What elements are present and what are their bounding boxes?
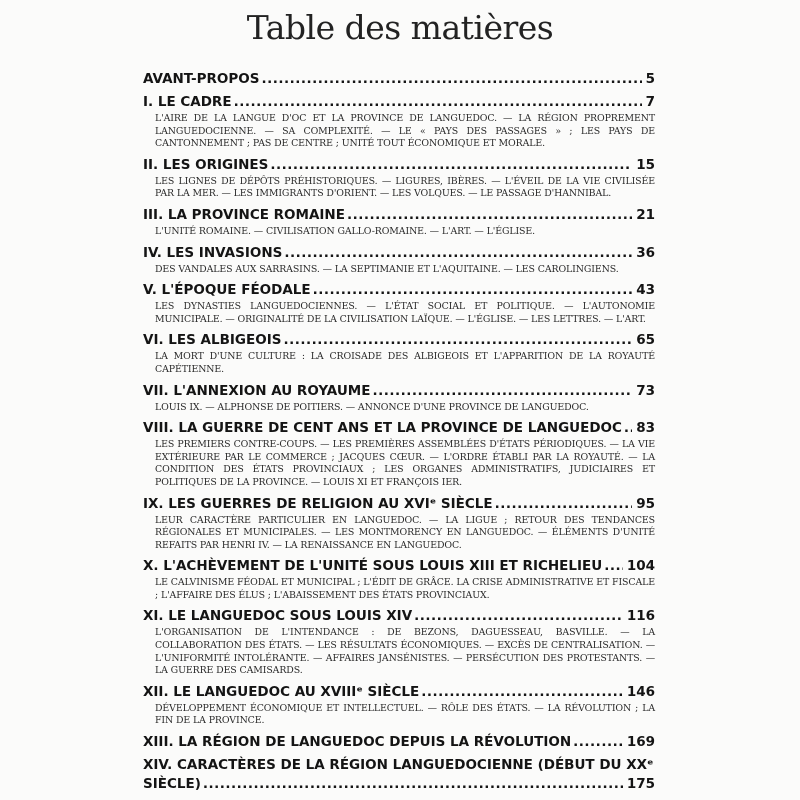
dot-leader <box>313 281 633 300</box>
entry-summary: DÉVELOPPEMENT ÉCONOMIQUE ET INTELLECTUEL. — RÔLE DES ÉTATS. — LA RÉVOLUTION ; LA FIN DE LA PROVINCE. <box>155 702 655 727</box>
page-number: 5 <box>645 71 655 87</box>
dot-leader <box>284 244 632 263</box>
toc-entry-5 <box>143 281 655 326</box>
dot-leader <box>270 156 632 175</box>
entry-title: IX. LES GUERRES DE RELIGION AU XVIᵉ SIÈCLE <box>143 495 493 512</box>
toc-entry-14 <box>143 756 655 794</box>
entry-summary: DES VANDALES AUX SARRASINS. — LA SEPTIMANIE ET L'AQUITAINE. — LES CAROLINGIENS. <box>155 263 619 275</box>
entry-summary: LES LIGNES DE DÉPÔTS PRÉHISTORIQUES. — LIGURES, IBÈRES. — L'ÉVEIL DE LA VIE CIVILISÉE PAR LA MER. — LES IMMIGRANTS D'ORIENT. — LES VOLQUES. — LE PASSAGE D'HANNIBAL. <box>155 175 655 200</box>
page-number: 104 <box>626 558 655 575</box>
entry-title: VIII. LA GUERRE DE CENT ANS ET LA PROVINCE DE LANGUEDOC <box>143 420 622 437</box>
dot-leader <box>624 419 632 438</box>
entry-title: II. LES ORIGINES <box>143 156 269 173</box>
entry-summary: LES PREMIERS CONTRE-COUPS. — LES PREMIÈRES ASSEMBLÉES D'ÉTATS PÉRIODIQUES. — LA VIE EXTÉRIEURE PAR LE COMMERCE ; JACQUES CŒUR. — L'ORDRE ÉTABLI PAR LA ROYAUTÉ. — LA CONDITION DES ÉTATS PROVINCIAUX ; LES ORGANES ADMINISTRATIFS, JUDICIAIRES ET POLITIQUES DE LA PROVINCE. — LOUIS XI ET FRANÇOIS IER. <box>155 439 655 488</box>
toc-entry-2 <box>143 156 655 201</box>
entry-summary: L'ORGANISATION DE L'INTENDANCE : DE BEZONS, DAGUESSEAU, BASVILLE. — LA COLLABORATION DES ÉTATS. — LES RÉSULTATS ÉCONOMIQUES. — EXCÈS DE CENTRALISATION. — L'UNIFORMITÉ INTOLÉRANTE. — AFFAIRES JANSÉNISTES. — PERSÉCUTION DES PROTESTANTS. — LA GUERRE DES CAMISARDS. <box>155 627 655 677</box>
entry-summary: LEUR CARACTÈRE PARTICULIER EN LANGUEDOC. — LA LIGUE ; RETOUR DES TENDANCES RÉGIONALES ET MUNICIPALES. — LES MONTMORENCY EN LANGUEDOC. — ÉLÉMENTS D'UNITÉ REFAITS PAR HENRI IV. — LA RENAISSANCE EN LANGUEDOC. <box>155 514 655 551</box>
dot-leader <box>573 733 623 752</box>
dot-leader <box>372 382 632 401</box>
toc-entry-7 <box>143 382 655 415</box>
dot-leader <box>421 683 623 702</box>
dot-leader <box>414 607 623 626</box>
toc-entry-avant-propos <box>143 70 655 93</box>
entry-title-continued: SIÈCLE) <box>143 776 201 793</box>
dot-leader <box>262 70 642 89</box>
dot-leader <box>234 93 642 112</box>
page-number: 83 <box>636 420 655 437</box>
toc-entry-3 <box>143 206 655 239</box>
page-number: 43 <box>636 282 655 299</box>
toc-entry-6 <box>143 331 655 376</box>
page-number: 146 <box>626 683 655 700</box>
dot-leader <box>347 206 632 225</box>
dot-leader <box>203 775 623 794</box>
entry-title: XII. LE LANGUEDOC AU XVIIIᵉ SIÈCLE <box>143 683 420 700</box>
entry-title: VII. L'ANNEXION AU ROYAUME <box>143 382 371 399</box>
entry-title: I. LE CADRE <box>143 94 232 110</box>
table-of-contents <box>143 70 655 794</box>
page-number: 73 <box>636 382 655 399</box>
entry-title: X. L'ACHÈVEMENT DE L'UNITÉ SOUS LOUIS XIII ET RICHELIEU <box>143 558 603 575</box>
entry-title: XI. LE LANGUEDOC SOUS LOUIS XIV <box>143 608 413 625</box>
page-number: 95 <box>636 495 655 512</box>
entry-title: VI. LES ALBIGEOIS <box>143 332 282 349</box>
page-number: 65 <box>636 332 655 349</box>
entry-summary: L'AIRE DE LA LANGUE D'OC ET LA PROVINCE DE LANGUEDOC. — LA RÉGION PROPREMENT LANGUEDOCIENNE. — SA COMPLEXITÉ. — LE « PAYS DES PASSAGES » ; LES PAYS DE CANTONNEMENT ; PAS DE CENTRE ; UNITÉ TOUT ÉCONOMIQUE ET MORALE. <box>155 113 655 150</box>
page-number: 7 <box>645 94 655 110</box>
entry-summary: LA MORT D'UNE CULTURE : LA CROISADE DES ALBIGEOIS ET L'APPARITION DE LA ROYAUTÉ CAPÉTIENNE. <box>155 351 655 375</box>
toc-entry-9 <box>143 495 655 553</box>
entry-title: AVANT-PROPOS <box>143 71 260 87</box>
page-number: 15 <box>636 156 655 173</box>
entry-summary: L'UNITÉ ROMAINE. — CIVILISATION GALLO-ROMAINE. — L'ART. — L'ÉGLISE. <box>155 225 536 237</box>
page-number: 175 <box>626 776 655 793</box>
toc-entry-4 <box>143 244 655 277</box>
entry-title: III. LA PROVINCE ROMAINE <box>143 206 345 223</box>
dot-leader <box>604 557 623 576</box>
toc-entry-13 <box>143 733 655 756</box>
toc-entry-11 <box>143 607 655 677</box>
entry-summary: LE CALVINISME FÉODAL ET MUNICIPAL ; L'ÉDIT DE GRÂCE. LA CRISE ADMINISTRATIVE ET FISCALE ; L'AFFAIRE DES ÉLUS ; L'ABAISSEMENT DES ÉTATS PROVINCIAUX. <box>155 577 655 601</box>
page-title: Table des matières <box>246 8 554 47</box>
entry-title: V. L'ÉPOQUE FÉODALE <box>143 282 311 299</box>
dot-leader <box>495 495 633 514</box>
dot-leader <box>283 331 632 350</box>
toc-entry-1 <box>143 93 655 151</box>
entry-title: IV. LES INVASIONS <box>143 244 283 261</box>
page-number: 36 <box>636 244 655 261</box>
toc-entry-10 <box>143 557 655 602</box>
page-number: 169 <box>626 734 655 751</box>
page-number: 116 <box>626 608 655 625</box>
toc-entry-12 <box>143 683 655 728</box>
entry-title: XIII. LA RÉGION DE LANGUEDOC DEPUIS LA RÉVOLUTION <box>143 734 572 751</box>
toc-entry-8 <box>143 419 655 489</box>
entry-summary: LOUIS IX. — ALPHONSE DE POITIERS. — ANNONCE D'UNE PROVINCE DE LANGUEDOC. <box>155 401 589 413</box>
page-number: 21 <box>636 206 655 223</box>
entry-title: XIV. CARACTÈRES DE LA RÉGION LANGUEDOCIENNE (DÉBUT DU XXᵉ <box>143 757 654 774</box>
entry-summary: LES DYNASTIES LANGUEDOCIENNES. — L'ÉTAT SOCIAL ET POLITIQUE. — L'AUTONOMIE MUNICIPALE. — ORIGINALITÉ DE LA CIVILISATION LAÏQUE. — L'ÉGLISE. — LES LETTRES. — L'ART. <box>155 301 655 325</box>
